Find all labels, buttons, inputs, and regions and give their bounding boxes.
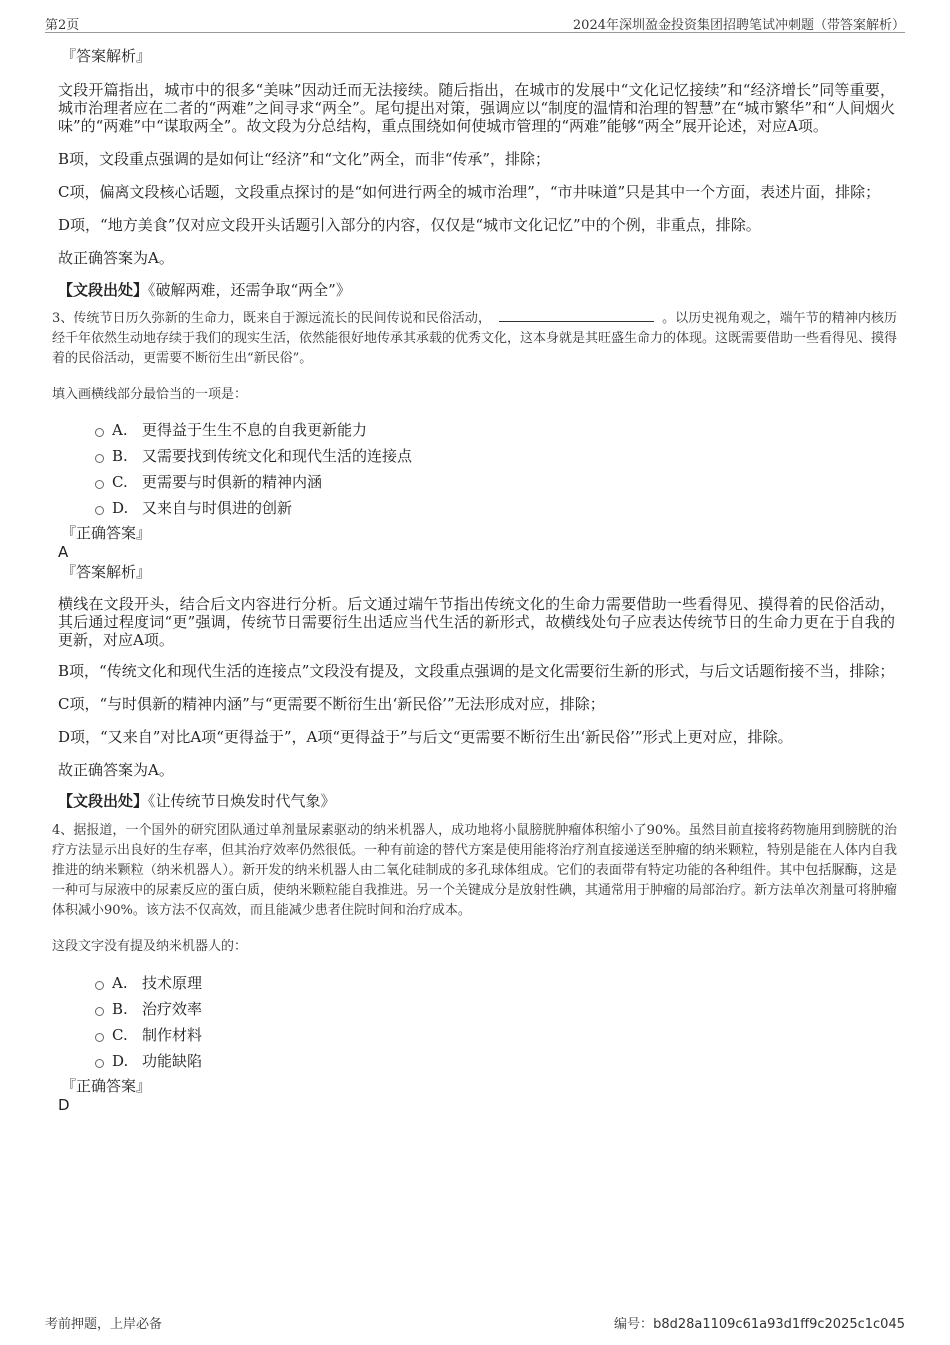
option-letter: A. (112, 974, 128, 992)
analysis-option-b: B项，“传统文化和现代生活的连接点”文段没有提及，文段重点强调的是文化需要衍生新的形式，与后文话题衔接不当，排除； (58, 662, 895, 680)
analysis-main: 横线在文段开头，结合后文内容进行分析。后文通过端午节指出传统文化的生命力需要借助一些看得见、摸得着的民俗活动，其后通过程度词“更”强调，传统节日需要衍生出适应当代生活的新形式，故横线处句子应表达传统节日的生命力更在于自我的更新，对应A项。 (58, 595, 895, 649)
question-4-text: 4、据报道，一个国外的研究团队通过单剂量尿素驱动的纳米机器人，成功地将小鼠膀胱肿瘤体积缩小了90%。虽然目前直接将药物施用到膀胱的治疗方法显示出良好的生存率，但其治疗效率仍然很低。一种有前途的替代方案是使用能将治疗剂直接递送至肿瘤的纳米颗粒，特别是能在人体内自我推进的纳米颗粒（纳米机器人）。新开发的纳米机器人由二氧化硅制成的多孔球体组成。它们的表面带有特定功能的各种组件。其中包括脲酶，这是一种可与尿液中的尿素反应的蛋白质，使纳米颗粒能自我推进。另一个关键成分是放射性碘，其通常用于肿瘤的局部治疗。新方法单次剂量可将肿瘤体积减小90%。该方法不仅高效，而且能减少患者住院时间和治疗成本。 (52, 823, 898, 918)
option-letter: B. (112, 1000, 128, 1018)
analysis-intro: 文段开篇指出，城市中的很多“美味”因动迁而无法接续。随后指出，在城市的发展中“文化记忆接续”和“经济增长”同等重要，城市治理者应在二者的“两难”之间寻求“两全”。尾句提出对策，强调应以“制度的温情和治理的智慧”在“城市繁华”和“人间烟火味”的“两难”中“谋取两全”。故文段为分总结构，重点围绕如何使城市管理的“两难”能够“两全”展开论述，对应A项。 (58, 81, 895, 135)
footer-slogan: 考前押题，上岸必备 (45, 1317, 163, 1332)
question-3-text-after: 。以历史视角观之，端午节的精神内核历经千年依然生动地存续于我们的现实生活，依然能很好地传承其承载的优秀文化，这本身就是其旺盛生命力的体现。这既需要借助一些看得见、摸得着的民俗活动，更需要不断衍生出“新民俗”。 (52, 311, 898, 366)
option-text: 更需要与时俱新的精神内涵 (142, 473, 323, 491)
option-text: 制作材料 (142, 1026, 203, 1044)
code-value: b8d28a1109c61a93d1ff9c2025c1c045 (653, 1317, 905, 1332)
correct-answer: D (58, 1096, 70, 1114)
option-b[interactable] (95, 443, 895, 469)
option-text: 又来自与时俱进的创新 (142, 499, 293, 517)
page-number: 第2页 (45, 18, 80, 33)
option-text: 又需要找到传统文化和现代生活的连接点 (142, 447, 413, 465)
analysis-option-d: D项，“又来自”对比A项“更得益于”，A项“更得益于”与后文“更需要不断衍生出‘新民俗’”形式上更对应，排除。 (58, 728, 793, 746)
page-header (45, 12, 905, 33)
question-3-options (95, 417, 895, 521)
option-text: 技术原理 (142, 974, 203, 992)
code-label: 编号： (614, 1317, 654, 1332)
option-letter: A. (112, 421, 128, 439)
option-text: 功能缺陷 (142, 1052, 203, 1070)
fill-in-blank (499, 309, 654, 322)
page-content (52, 46, 898, 1114)
question-3-text (52, 309, 897, 369)
question-4-options (95, 970, 895, 1074)
option-letter: C. (112, 1026, 128, 1044)
correct-answer: A (58, 543, 69, 561)
question-3-prompt: 填入画横线部分最恰当的一项是： (52, 387, 248, 402)
option-b[interactable] (95, 996, 895, 1022)
option-letter: D. (112, 499, 129, 517)
question-4-prompt: 这段文字没有提及纳米机器人的： (52, 939, 248, 954)
radio-icon[interactable] (95, 428, 104, 437)
analysis-label: 『答案解析』 (61, 47, 152, 65)
option-d[interactable] (95, 1048, 895, 1074)
option-d[interactable] (95, 495, 895, 521)
document-title: 2024年深圳盈金投资集团招聘笔试冲刺题（带答案解析） (572, 18, 905, 33)
radio-icon[interactable] (95, 480, 104, 489)
radio-icon[interactable] (95, 1033, 104, 1042)
source-title: 《让传统节日焕发时代气象》 (148, 792, 336, 810)
option-text: 更得益于生生不息的自我更新能力 (142, 421, 368, 439)
analysis-option-c: C项，“与时俱新的精神内涵”与“更需要不断衍生出‘新民俗’”无法形成对应，排除； (58, 695, 605, 713)
correct-answer-label: 『正确答案』 (61, 524, 152, 542)
analysis-option-d: D项，“地方美食”仅对应文段开头话题引入部分的内容，仅仅是“城市文化记忆”中的个例，非重点，排除。 (58, 216, 761, 234)
analysis-conclusion: 故正确答案为A。 (58, 761, 174, 779)
option-letter: D. (112, 1052, 129, 1070)
analysis-option-b: B项，文段重点强调的是如何让“经济”和“文化”两全，而非“传承”，排除； (58, 150, 551, 168)
radio-icon[interactable] (95, 981, 104, 990)
correct-answer-label: 『正确答案』 (61, 1077, 152, 1095)
radio-icon[interactable] (95, 506, 104, 515)
analysis-conclusion: 故正确答案为A。 (58, 249, 174, 267)
question-3-text-before: 3、传统节日历久弥新的生命力，既来自于源远流长的民间传说和民俗活动， (52, 311, 492, 326)
radio-icon[interactable] (95, 1059, 104, 1068)
source-bracket: 【文段出处】 (58, 281, 149, 299)
passage-source (58, 791, 895, 811)
option-letter: C. (112, 473, 128, 491)
analysis-option-c: C项，偏离文段核心话题，文段重点探讨的是“如何进行两全的城市治理”，“市井味道”只是其中一个方面，表述片面，排除； (58, 183, 881, 201)
document-code (614, 1313, 905, 1332)
option-text: 治疗效率 (142, 1000, 203, 1018)
radio-icon[interactable] (95, 1007, 104, 1016)
option-c[interactable] (95, 1022, 895, 1048)
option-a[interactable] (95, 970, 895, 996)
source-title: 《破解两难，还需争取“两全”》 (148, 281, 351, 299)
passage-source (58, 280, 895, 300)
option-c[interactable] (95, 469, 895, 495)
option-letter: B. (112, 447, 128, 465)
analysis-label: 『答案解析』 (61, 563, 152, 581)
option-a[interactable] (95, 417, 895, 443)
radio-icon[interactable] (95, 454, 104, 463)
source-bracket: 【文段出处】 (58, 792, 149, 810)
